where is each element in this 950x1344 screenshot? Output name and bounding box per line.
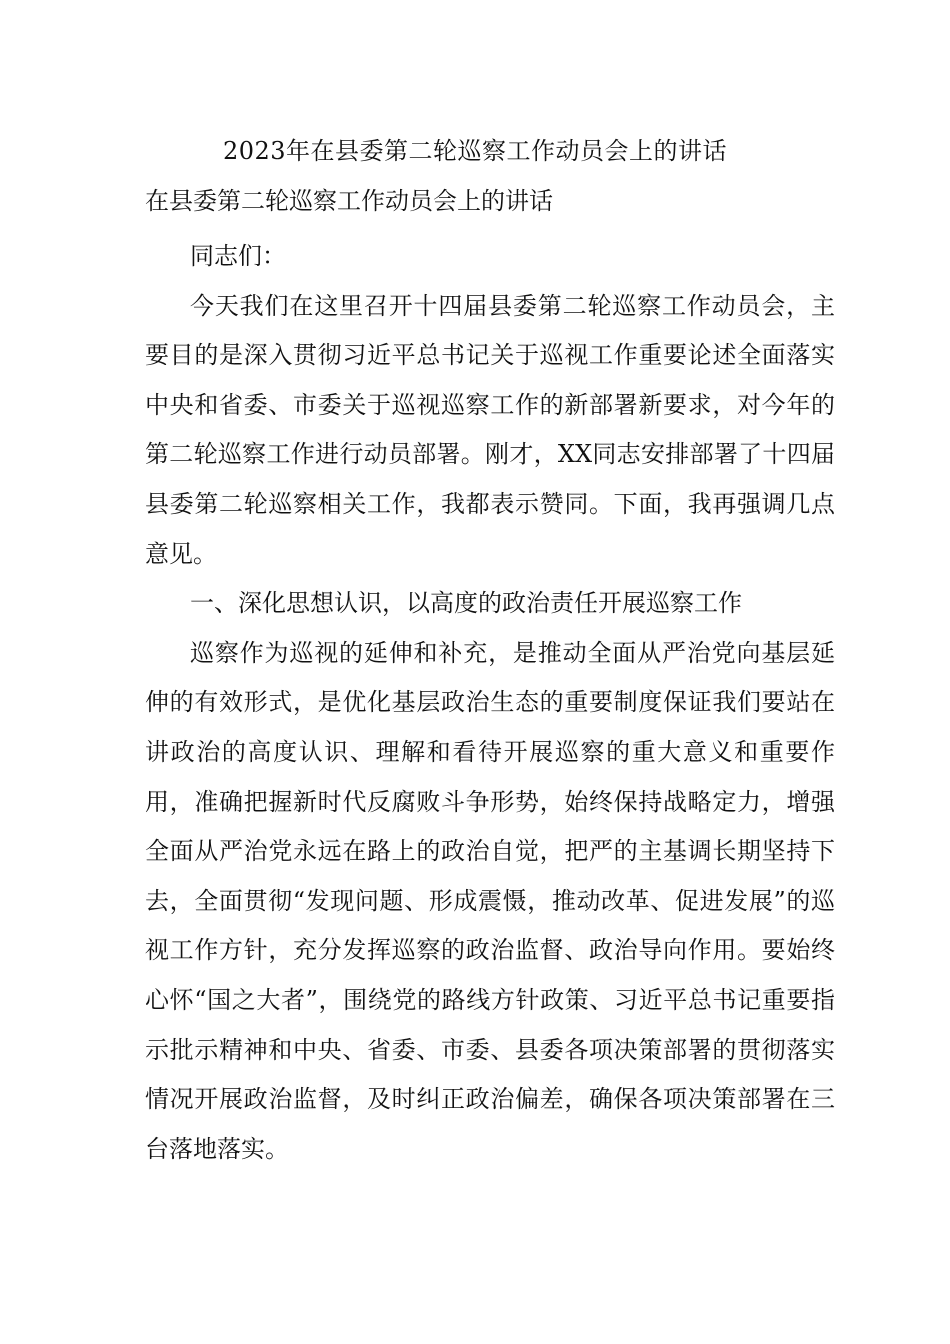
document-subtitle: 在县委第二轮巡察工作动员会上的讲话 [145,187,553,215]
section-heading-1: 一、深化思想认识，以高度的政治责任开展巡察工作 [190,589,742,618]
document-title: 2023年在县委第二轮巡察工作动员会上的讲话 [222,137,728,165]
paragraph-section-1: 巡察作为巡视的延伸和补充，是推动全面从严治党向基层延伸的有效形式，是优化基层政治生态的重要制度保证我们要站在讲政治的高度认识、理解和看待开展巡察的重大意义和重要作用，准确把握新时代反腐败斗争形势，始终保持战略定力，增强全面从严治党永远在路上的政治自觉，把严的主基调长期坚持下去，全面贯彻“发现问题、形成震慑，推动改革、促进发展”的巡视工作方针，充分发挥巡察的政治监督、政治导向作用。要始终心怀“国之大者”，围绕党的路线方针政策、习近平总书记重要指示批示精神和中央、省委、市委、县委各项决策部署的贯彻落实情况开展政治监督，及时纠正政治偏差，确保各项决策部署在三台落地落实。 [145,638,835,1163]
document-body [145,232,835,1174]
paragraph-intro: 今天我们在这里召开十四届县委第二轮巡察工作动员会，主要目的是深入贯彻习近平总书记关于巡视工作重要论述全面落实中央和省委、市委关于巡视巡察工作的新部署新要求，对今年的第二轮巡察工作进行动员部署。刚才，XX同志安排部署了十四届县委第二轮巡察相关工作，我都表示赞同。下面，我再强调几点意见。 [145,291,835,568]
salutation: 同志们： [190,242,286,270]
